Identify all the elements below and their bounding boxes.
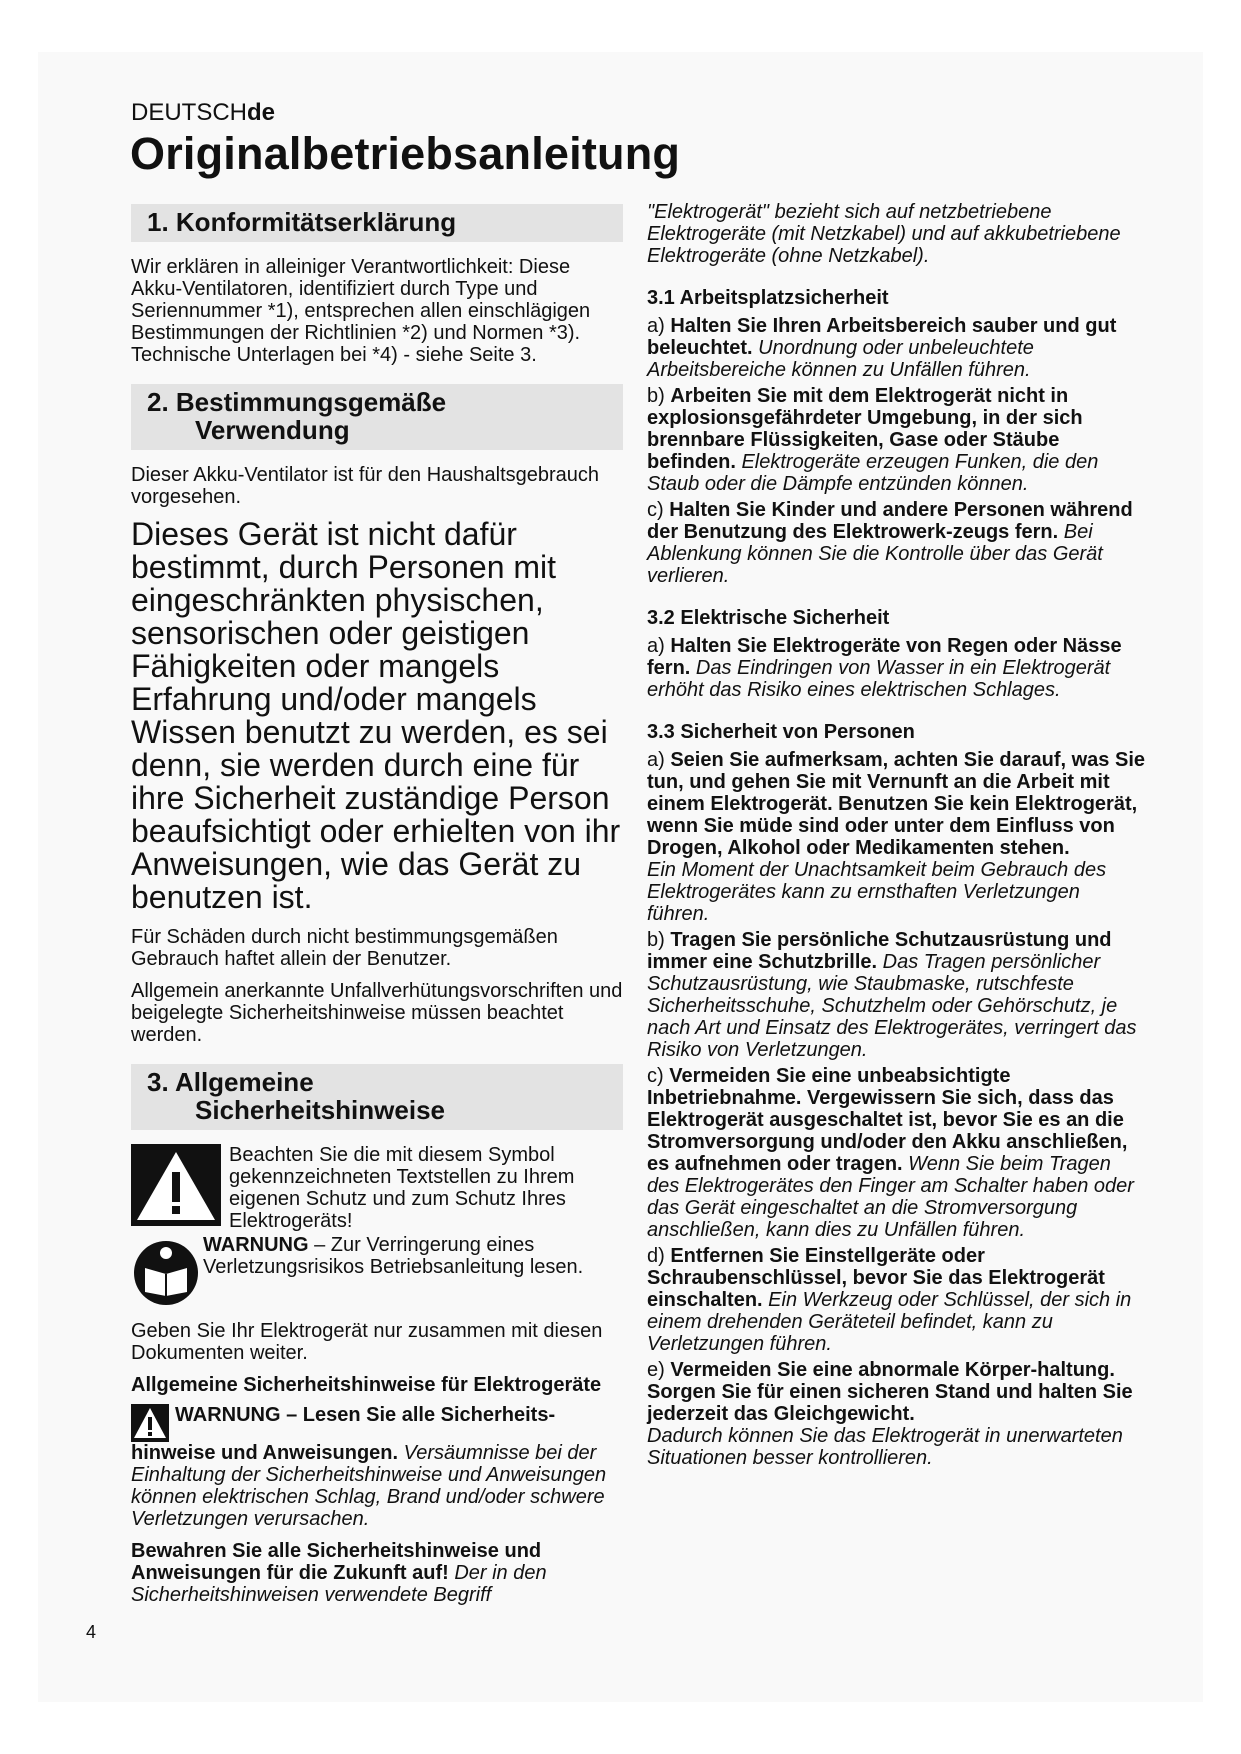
left-column (131, 204, 623, 1616)
section-2-intro: Dieser Akku-Ventilator ist für den Haushaltsgebrauch vorgesehen. (131, 464, 600, 508)
warning-read-manual: WARNUNG – Zur Verringerung eines Verletzungsrisikos Betriebsanleitung lesen. (203, 1234, 584, 1278)
rule-3-1-b: b) Arbeiten Sie mit dem Elektrogerät nicht in explosionsgefährdeter Umgebung, in der sich brennbare Flüssigkeiten, Gase oder Stäube befinden. Elektrogeräte erzeugen Funken, die den Staub oder die Dämpfe entzünden können. (647, 385, 1099, 495)
rule-3-3-e: e) Vermeiden Sie eine abnormale Körper-haltung. Sorgen Sie für einen sicheren Stand und halten Sie jederzeit das Gleichgewicht. (647, 1359, 1133, 1425)
language-label: DEUTSCHde (131, 99, 276, 126)
section-1-text: Wir erklären in alleiniger Verantwortlichkeit: Diese Akku-Ventilatoren, identifiziert durch Type und Seriennummer *1), entsprechen allen einschlägigen Bestimmungen der Richtlinien *2) und Normen *3). Technische Unterlagen bei *4) - siehe Seite 3. (131, 256, 591, 366)
pass-on-documents: Geben Sie Ihr Elektrogerät nur zusammen mit diesen Dokumenten weiter. (131, 1320, 603, 1364)
symbol-explanation: Beachten Sie die mit diesem Symbol gekennzeichneten Textstellen zu Ihrem eigenen Schutz und zum Schutz Ihres Elektrogeräts! (229, 1144, 575, 1232)
general-safety-subheading: Allgemeine Sicherheitshinweise für Elektrogeräte (131, 1374, 602, 1396)
read-manual-row (131, 1236, 623, 1314)
rule-3-3-a: a) Seien Sie aufmerksam, achten Sie darauf, was Sie tun, und gehen Sie mit Vernunft an die Arbeit mit einem Elektrogerät. Benutzen Sie kein Elektrogerät, wenn Sie müde sind oder unter dem Einfluss von Drogen, Alkohol oder Medikamenten stehen. (647, 749, 1146, 859)
read-manual-icon (131, 1236, 201, 1306)
warning-read-all: WARNUNG – Lesen Sie alle Sicherheits-hinweise und Anweisungen. Versäumnisse bei der Einhaltung der Sicherheitshinweise und Anweisungen können elektrischen Schlag, Brand und/oder schwere Verletzungen verursachen. (131, 1404, 607, 1530)
rule-3-2-a: a) Halten Sie Elektrogeräte von Regen oder Nässe fern. Das Eindringen von Wasser in ein Elektrogerät erhöht das Risiko eines elektrischen Schlages. (647, 635, 1122, 701)
right-column (647, 201, 1147, 1479)
rule-3-1-a: a) Halten Sie Ihren Arbeitsbereich sauber und gut beleuchtet. Unordnung oder unbeleuchtete Arbeitsbereiche können zu Unfällen führen. (647, 315, 1117, 381)
small-warning-icon (131, 1404, 169, 1442)
page-title: Originalbetriebsanleitung (130, 128, 681, 179)
warning-triangle-icon (131, 1144, 221, 1226)
rule-3-3-e-explanation: Dadurch können Sie das Elektrogerät in unerwarteten Situationen besser kontrollieren. (647, 1425, 1123, 1469)
section-3-3-heading: 3.3 Sicherheit von Personen (647, 721, 915, 743)
section-1-heading: 1. Konformitätserklärung (131, 204, 623, 242)
section-3-heading: 3. Allgemeine Sicherheitshinweise (131, 1064, 623, 1130)
rule-3-1-c: c) Halten Sie Kinder und andere Personen während der Benutzung des Elektrowerk-zeugs fern. Bei Ablenkung können Sie die Kontrolle über das Gerät verlieren. (647, 499, 1133, 587)
rule-3-3-c: c) Vermeiden Sie eine unbeabsichtigte Inbetriebnahme. Vergewissern Sie sich, dass das Elektrogerät ausgeschaltet ist, bevor Sie es an die Stromversorgung und/oder den Akku anschließen, es aufnehmen oder tragen. Wenn Sie beim Tragen des Elektrogerätes den Finger am Schalter haben oder das Gerät eingeschaltet an die Stromversorgung anschließen, kann dies zu Unfällen führen. (647, 1065, 1134, 1241)
warning-symbol-row (131, 1144, 623, 1236)
section-2-liability: Für Schäden durch nicht bestimmungsgemäßen Gebrauch haftet allein der Benutzer. (131, 926, 558, 970)
rule-3-3-a-explanation: Ein Moment der Unachtsamkeit beim Gebrauch des Elektrogerätes kann zu ernsthaften Verletzungen führen. (647, 859, 1107, 925)
section-2-warning-large: Dieses Gerät ist nicht dafür bestimmt, durch Personen mit eingeschränkten physischen, sensorischen oder geistigen Fähigkeiten oder mangels Erfahrung und/oder mangels Wissen benutzt zu werden, es sei denn, sie werden durch eine für ihre Sicherheit zuständige Person beaufsichtigt oder erhielten von ihr Anweisungen, wie das Gerät zu benutzen ist. (131, 516, 621, 915)
section-2-regulations: Allgemein anerkannte Unfallverhütungsvorschriften und beigelegte Sicherheitshinweise müssen beachtet werden. (131, 980, 623, 1046)
section-3-1-heading: 3.1 Arbeitsplatzsicherheit (647, 287, 889, 309)
rule-3-3-b: b) Tragen Sie persönliche Schutzausrüstung und immer eine Schutzbrille. Das Tragen persönlicher Schutzausrüstung, wie Staubmaske, rutschfeste Sicherheitsschuhe, Schutzhelm oder Gehörschutz, je nach Art und Einsatz des Elektrogerätes, verringert das Risiko von Verletzungen. (647, 929, 1137, 1061)
keep-instructions: Bewahren Sie alle Sicherheitshinweise und Anweisungen für die Zukunft auf! Der in den Sicherheitshinweisen verwendete Begriff (131, 1540, 547, 1606)
rule-3-3-d: d) Entfernen Sie Einstellgeräte oder Schraubenschlüssel, bevor Sie das Elektrogerät einschalten. Ein Werkzeug oder Schlüssel, der sich in einem drehenden Geräteteil befindet, kann zu Verletzungen führen. (647, 1245, 1132, 1355)
section-3-2-heading: 3.2 Elektrische Sicherheit (647, 607, 890, 629)
section-2-heading: 2. Bestimmungsgemäße Verwendung (131, 384, 623, 450)
page-number: 4 (86, 1622, 97, 1642)
power-tool-definition: "Elektrogerät" bezieht sich auf netzbetriebene Elektrogeräte (mit Netzkabel) und auf akkubetriebene Elektrogeräte (ohne Netzkabel). (647, 201, 1121, 267)
